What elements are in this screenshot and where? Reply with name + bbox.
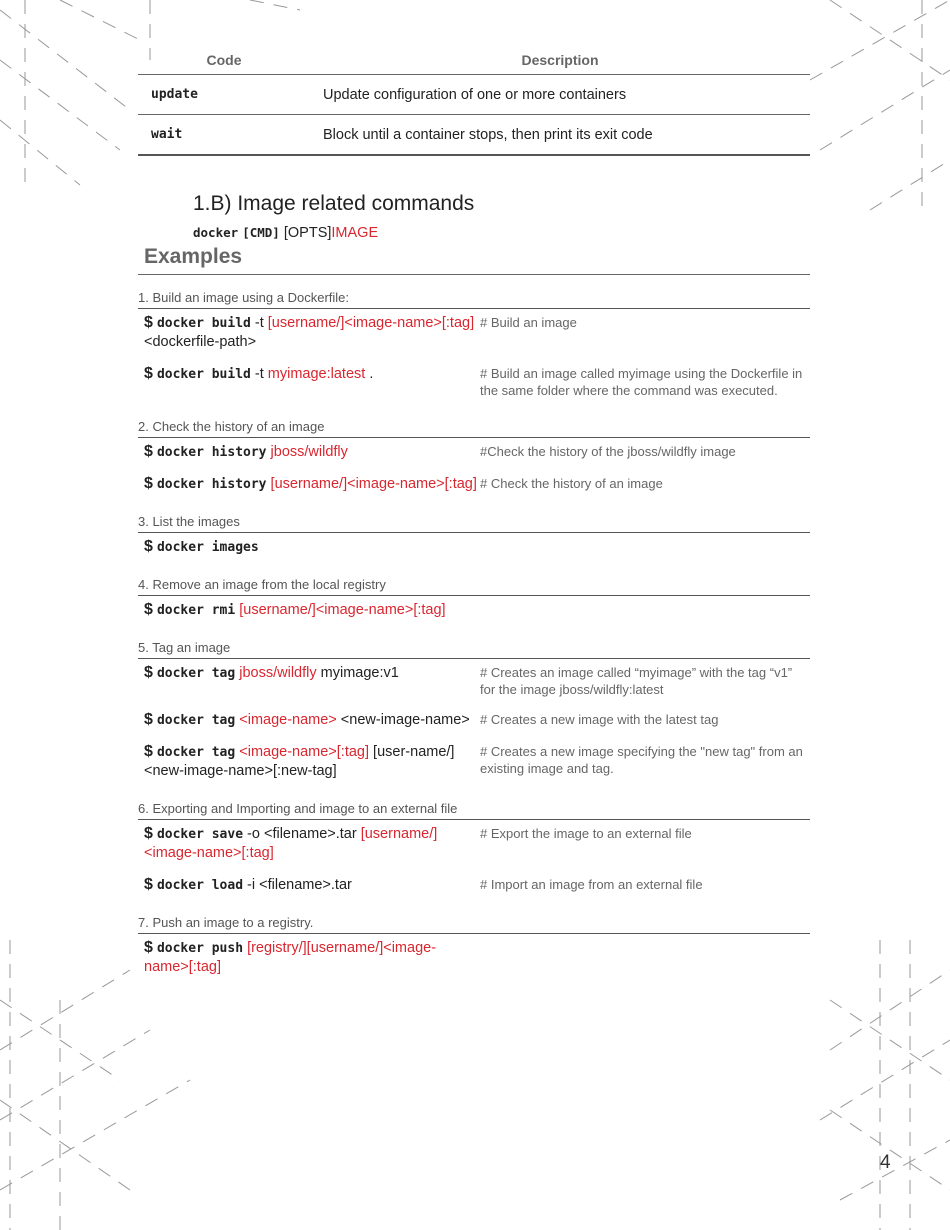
example-comment: # Creates an image called “myimage” with the tag “v1” for the image jboss/wildfly:latest — [480, 665, 793, 697]
table-header — [138, 52, 810, 75]
syntax-cmd: [CMD] — [242, 225, 280, 240]
example-comment: # Check the history of an image — [480, 476, 663, 491]
example-row — [138, 360, 810, 407]
syntax-docker: docker — [193, 225, 239, 240]
command-placeholder: myimage:latest — [267, 366, 366, 382]
command-argument: myimage:v1 — [316, 665, 399, 681]
prompt-symbol: $ — [144, 443, 153, 460]
example-section — [138, 640, 810, 789]
command-name: docker rmi — [156, 603, 236, 618]
command-placeholder: [username/]<image-name>[:tag] — [144, 826, 438, 861]
command-table — [138, 52, 810, 156]
command-argument: <new-image-name> — [336, 712, 470, 728]
examples-list — [138, 290, 810, 997]
example-row — [138, 659, 810, 706]
example-comment: # Export the image to an external file — [480, 826, 692, 841]
command-name: docker tag — [156, 745, 236, 760]
example-section-label: 3. List the images — [138, 514, 240, 529]
command-name: docker build — [156, 316, 251, 331]
command-name: docker tag — [156, 666, 236, 681]
command-name: docker load — [156, 878, 244, 893]
example-command — [144, 875, 480, 895]
example-command — [144, 364, 480, 399]
example-comment — [480, 537, 810, 557]
examples-heading: Examples — [138, 245, 810, 275]
example-section-label: 5. Tag an image — [138, 640, 231, 655]
example-section — [138, 915, 810, 985]
prompt-symbol: $ — [144, 314, 153, 331]
command-placeholder: <image-name>[:tag] — [239, 744, 370, 760]
command-placeholder: jboss/wildfly — [239, 665, 317, 681]
prompt-symbol: $ — [144, 664, 153, 681]
example-command — [144, 474, 480, 494]
example-command — [144, 938, 480, 977]
example-row — [138, 934, 810, 985]
example-section — [138, 801, 810, 903]
section-title: 1.B) Image related commands — [193, 192, 475, 215]
header-description: Description — [521, 52, 599, 68]
example-section-label: 6. Exporting and Importing and image to an external file — [138, 801, 458, 816]
example-comment: # Build an image — [480, 315, 577, 330]
example-comment: # Creates a new image with the latest tag — [480, 712, 719, 727]
prompt-symbol: $ — [144, 743, 153, 760]
command-placeholder: [username/]<image-name>[:tag] — [239, 602, 446, 618]
header-code: Code — [206, 52, 242, 68]
command-argument: -i <filename>.tar — [243, 877, 352, 893]
command-name: docker history — [156, 477, 267, 492]
example-comment — [480, 600, 810, 620]
command-name: docker history — [156, 445, 267, 460]
command-argument: <dockerfile-path> — [144, 334, 257, 350]
command-code: wait — [151, 127, 183, 142]
example-command — [144, 710, 480, 730]
example-row — [138, 309, 810, 360]
example-section — [138, 290, 810, 407]
example-command — [144, 742, 480, 781]
example-command — [144, 313, 480, 352]
command-syntax — [193, 225, 378, 241]
command-name: docker build — [156, 367, 251, 382]
command-argument: [user-name/]<new-image-name>[:new-tag] — [144, 744, 455, 779]
example-comment: # Creates a new image specifying the "new tag" from an existing image and tag. — [480, 744, 803, 776]
command-argument: . — [365, 366, 374, 382]
command-placeholder: [username/]<image-name>[:tag] — [270, 476, 477, 492]
command-description: Update configuration of one or more containers — [323, 86, 627, 103]
example-row — [138, 738, 810, 789]
command-code: update — [151, 87, 198, 102]
command-placeholder: [registry/][username/]<image-name>[:tag] — [144, 940, 437, 975]
example-row — [138, 820, 810, 871]
prompt-symbol: $ — [144, 825, 153, 842]
prompt-symbol: $ — [144, 475, 153, 492]
example-comment: # Import an image from an external file — [480, 877, 703, 892]
example-row — [138, 533, 810, 565]
command-placeholder: [username/]<image-name>[:tag] — [267, 315, 475, 331]
command-name: docker images — [156, 540, 259, 555]
example-section-label: 1. Build an image using a Dockerfile: — [138, 290, 350, 305]
command-argument: -t — [250, 366, 268, 382]
example-command — [144, 442, 480, 462]
example-row — [138, 871, 810, 903]
example-comment — [480, 938, 810, 977]
example-command — [144, 824, 480, 863]
command-argument: -t — [250, 315, 268, 331]
example-command — [144, 537, 480, 557]
prompt-symbol: $ — [144, 711, 153, 728]
example-section — [138, 419, 810, 502]
prompt-symbol: $ — [144, 601, 153, 618]
example-comment: # Build an image called myimage using the Dockerfile in the same folder where the command was executed. — [480, 366, 803, 398]
command-placeholder: jboss/wildfly — [270, 444, 348, 460]
example-row — [138, 596, 810, 628]
command-placeholder: <image-name> — [239, 712, 337, 728]
example-section — [138, 577, 810, 628]
prompt-symbol: $ — [144, 538, 153, 555]
example-comment: #Check the history of the jboss/wildfly image — [480, 444, 736, 459]
syntax-image: IMAGE — [331, 225, 379, 241]
prompt-symbol: $ — [144, 365, 153, 382]
command-name: docker tag — [156, 713, 236, 728]
command-argument: -o <filename>.tar — [243, 826, 361, 842]
example-section-label: 2. Check the history of an image — [138, 419, 325, 434]
example-section — [138, 514, 810, 565]
command-name: docker save — [156, 827, 244, 842]
syntax-opts: [OPTS] — [283, 225, 332, 241]
example-section-label: 4. Remove an image from the local registry — [138, 577, 386, 592]
prompt-symbol: $ — [144, 876, 153, 893]
page-number: 4 — [880, 1152, 891, 1173]
example-command — [144, 600, 480, 620]
table-row — [138, 75, 810, 115]
command-description: Block until a container stops, then print its exit code — [323, 126, 653, 143]
example-row — [138, 470, 810, 502]
table-row — [138, 115, 810, 156]
prompt-symbol: $ — [144, 939, 153, 956]
example-row — [138, 438, 810, 470]
example-section-label: 7. Push an image to a registry. — [138, 915, 314, 930]
example-row — [138, 706, 810, 738]
command-name: docker push — [156, 941, 244, 956]
example-command — [144, 663, 480, 698]
